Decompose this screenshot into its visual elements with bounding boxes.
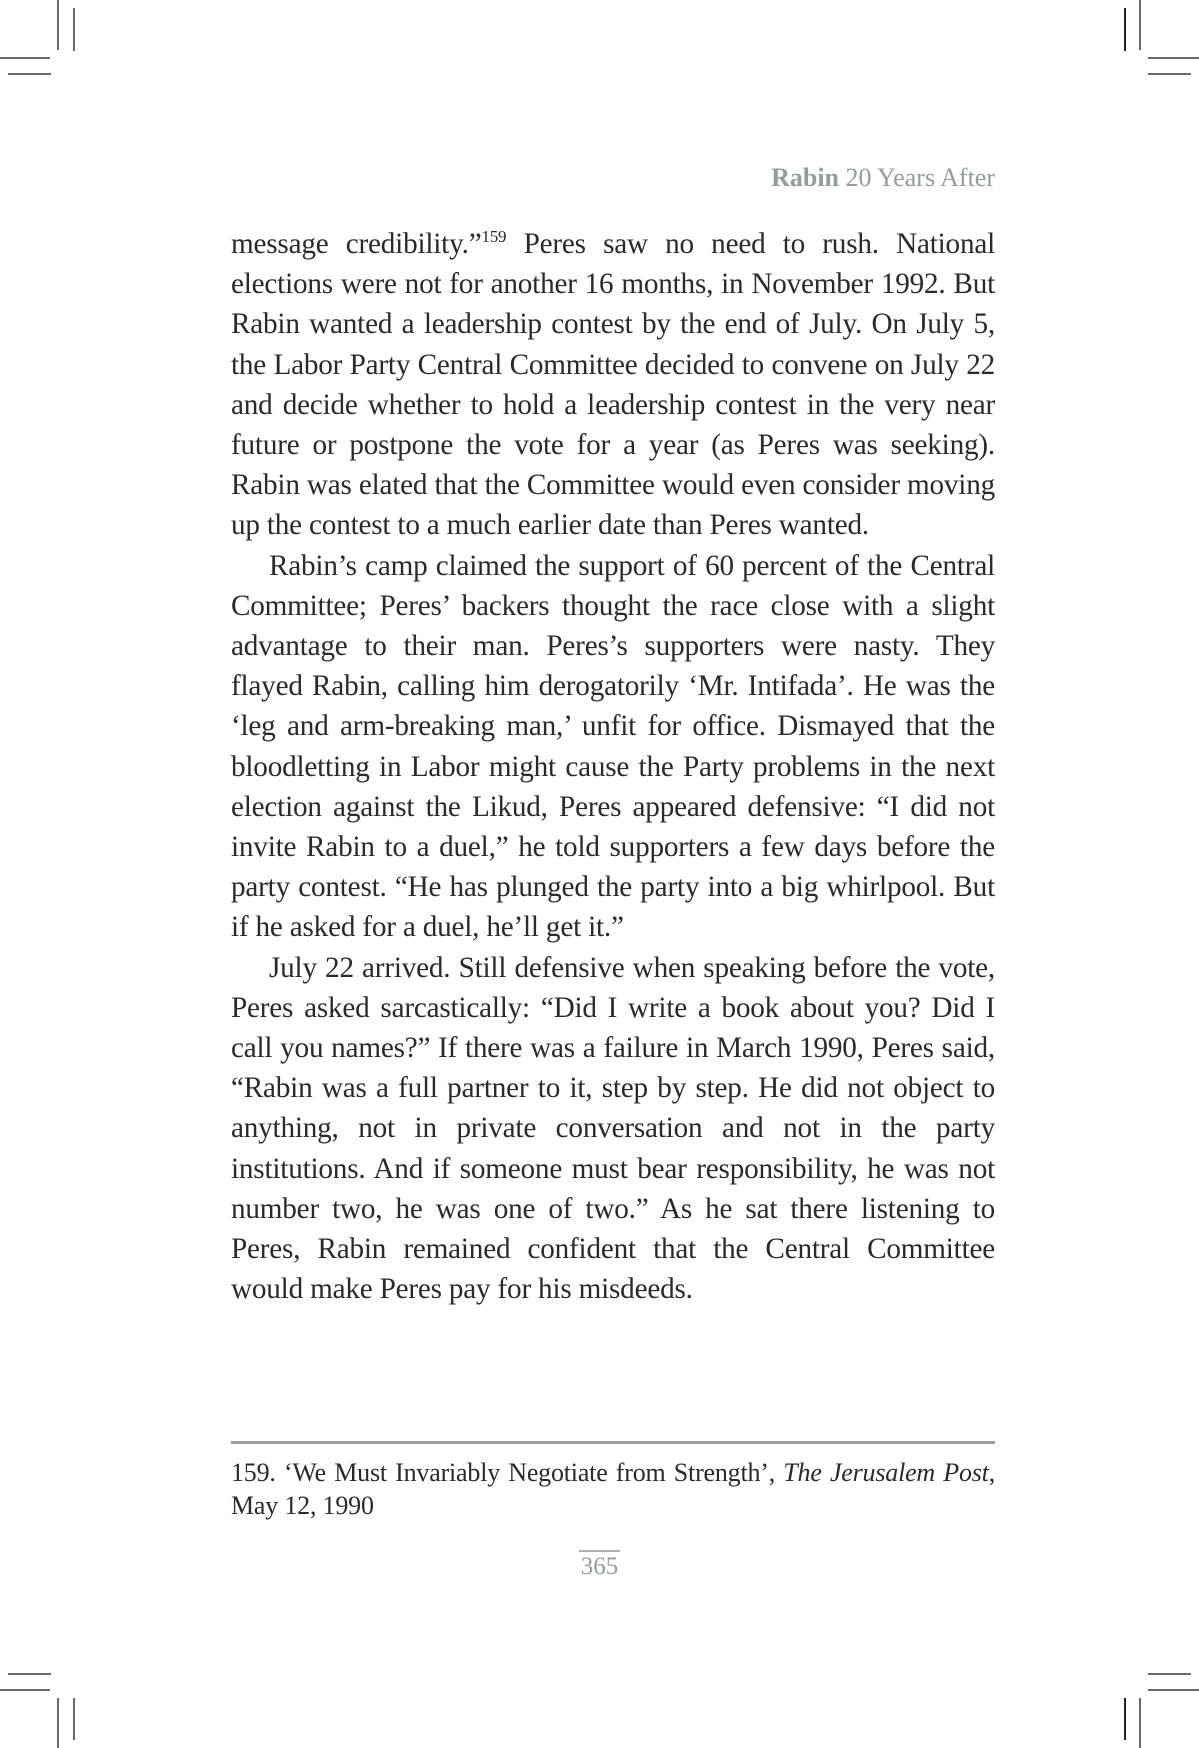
crop-mark — [73, 1698, 75, 1740]
crop-mark — [0, 57, 50, 59]
footnote-date: , May 12, 1990 — [231, 1458, 995, 1520]
footnote-divider — [231, 1441, 995, 1444]
crop-mark — [1124, 1698, 1126, 1740]
footnote-ref[interactable]: 159 — [481, 227, 507, 246]
crop-mark — [1148, 1689, 1199, 1691]
crop-mark — [1148, 57, 1199, 59]
crop-mark — [57, 1698, 59, 1748]
crop-mark — [1139, 1698, 1141, 1748]
crop-mark — [57, 0, 59, 50]
crop-mark — [1139, 0, 1141, 50]
footnote-number: 159. — [231, 1458, 276, 1487]
crop-mark — [1148, 73, 1191, 75]
crop-mark — [8, 73, 51, 75]
crop-mark — [8, 1673, 51, 1675]
crop-mark — [73, 8, 75, 51]
paragraph: July 22 arrived. Still defensive when speaking before the vote, Peres asked sarcastically: “Did I write a book about you? Did I call you names?” If there was a failure in March 1990, Peres said, “Rabin was a full partner to it, step by step. He did not object to anything, not in private conversation and not in the party institutions. And if someone must bear responsibility, he was not number two, he was one of two.” As he sat there listening to Peres, Rabin remained confident that the Central Committee would make Peres pay for his misdeeds. — [231, 951, 995, 1306]
page-number: 365 — [579, 1550, 621, 1582]
paragraph-text: Peres saw no need to rush. National elections were not for another 16 months, in November 1992. But Rabin wanted a leadership contest by the end of July. On July 5, the Labor Party Central Committee decided to convene on July 22 and decide whether to hold a leadership contest in the very near future or postpone the vote for a year (as Peres was seeking). Rabin was elated that the Committee would even consider moving up the contest to a much earlier date than Peres wanted. — [231, 228, 995, 542]
paragraph — [231, 224, 995, 546]
footnote — [231, 1456, 995, 1522]
body-text — [231, 224, 995, 1309]
footnote-source-title: The Jerusalem Post — [783, 1458, 989, 1487]
paragraph-text: message credibility.” — [231, 228, 482, 260]
page-number-container — [0, 1550, 1199, 1582]
crop-mark — [1124, 8, 1126, 51]
paragraph: Rabin’s camp claimed the support of 60 percent of the Central Committee; Peres’ backers thought the race close with a slight advantage to their man. Peres’s supporters were nasty. They flayed Rabin, calling him derogatorily ‘Mr. Intifada’. He was the ‘leg and arm-breaking man,’ unfit for office. Dismayed that the bloodletting in Labor might cause the Party problems in the next election against the Likud, Peres appeared defensive: “I did not invite Rabin to a duel,” he told supporters a few days before the party contest. “He has plunged the party into a big whirlpool. But if he asked for a duel, he’ll get it.” — [231, 549, 995, 944]
crop-mark — [1148, 1673, 1191, 1675]
running-head-title: Rabin — [771, 163, 839, 192]
footnote-text: ‘We Must Invariably Negotiate from Strength’, — [275, 1458, 784, 1487]
crop-mark — [0, 1689, 50, 1691]
running-head-subtitle: 20 Years After — [839, 163, 995, 192]
running-head — [771, 163, 995, 193]
